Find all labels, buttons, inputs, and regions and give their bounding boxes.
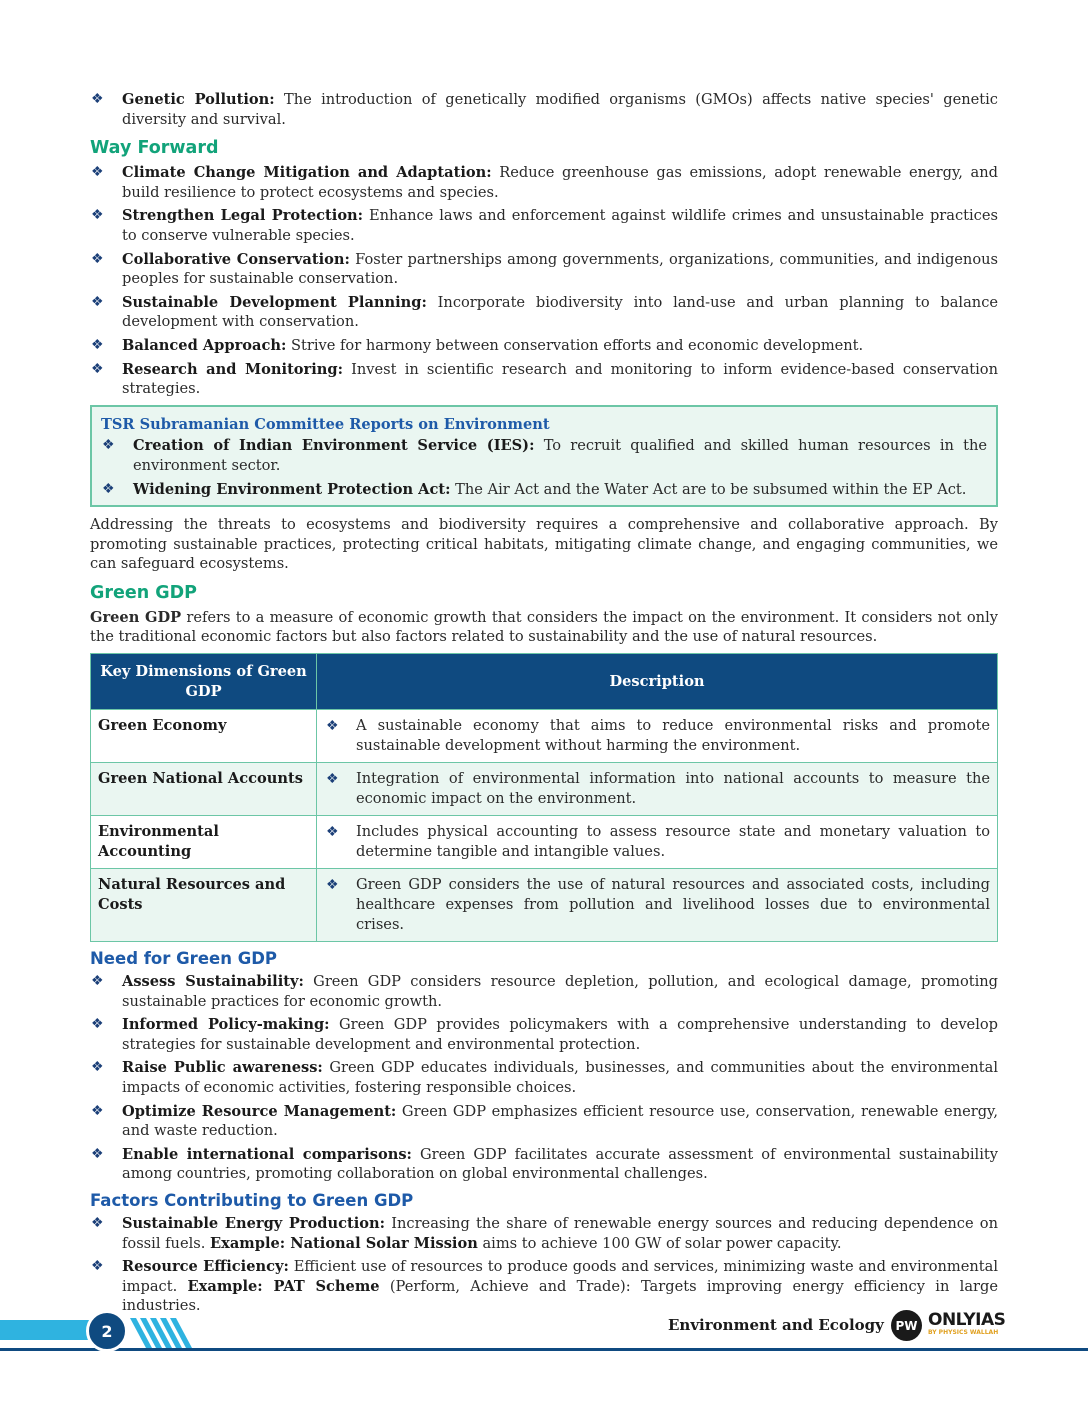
diamond-bullet-icon: ❖ (91, 1102, 104, 1119)
diamond-bullet-icon: ❖ (102, 437, 115, 454)
cell-text: A sustainable economy that aims to reduce environmental risks and promote sustainable development without harming the environment. (356, 717, 990, 755)
table-cell-dimension: Natural Resources and Costs (91, 869, 317, 942)
list-item (90, 360, 998, 399)
diamond-bullet-icon: ❖ (91, 1016, 104, 1033)
bullet-term: Genetic Pollution: (122, 91, 275, 108)
table-header-row (91, 654, 998, 710)
list-item (90, 336, 998, 356)
bullet-term: Informed Policy-making: (122, 1016, 330, 1034)
diamond-bullet-icon: ❖ (91, 91, 104, 107)
section-heading-green-gdp: Green GDP (90, 582, 197, 603)
table-cell-description (317, 869, 998, 942)
list-item (90, 206, 998, 245)
footer-stripe (0, 1320, 100, 1340)
list-item (90, 1214, 998, 1253)
pw-logo-icon: PW (891, 1310, 922, 1341)
diamond-bullet-icon: ❖ (326, 771, 339, 788)
bullet-text: Incorporate biodiversity into land-use and urban planning to balance development with conservation. (122, 293, 999, 331)
table-row (91, 763, 998, 816)
onlyias-logo (928, 1311, 1005, 1337)
addressing-paragraph: Addressing the threats to ecosystems and biodiversity requires a comprehensive and collaborative approach. By promoting sustainable practices, protecting critical habitats, mitigating climate change, and engaging communities, we can safeguard ecosystems. (90, 516, 998, 573)
diamond-bullet-icon: ❖ (91, 293, 104, 310)
intro-text: refers to a measure of economic growth that considers the impact on the environment. It considers not only the traditional economic factors but also factors related to sustainability and the use of natural resources. (90, 608, 998, 646)
bullet-term: Assess Sustainability: (122, 973, 304, 991)
list-item (90, 293, 998, 332)
brand-main: ONLYIAS (928, 1310, 1006, 1330)
brand-sub: BY PHYSICS WALLAH (928, 1329, 999, 1336)
bullet-term: Widening Environment Protection Act: (133, 480, 451, 498)
bullet-text: The introduction of genetically modified organisms (GMOs) affects native species' genetic diversity and survival. (122, 91, 998, 128)
bullet-term: Creation of Indian Environment Service (IES): (133, 437, 535, 455)
diamond-bullet-icon: ❖ (91, 360, 104, 377)
page-content (90, 90, 998, 1320)
green-gdp-intro (90, 608, 998, 647)
bullet-text: The Air Act and the Water Act are to be subsumed within the EP Act. (450, 480, 967, 498)
list-item (90, 1015, 998, 1054)
list-item (90, 1145, 998, 1184)
footer-slashes-decoration (130, 1318, 200, 1348)
footer-title: Environment and Ecology (668, 1316, 884, 1334)
bullet-text: Green GDP considers resource depletion, pollution, and ecological damage, promoting sustainable practices for economic growth. (122, 973, 998, 1010)
bullet-text: Strive for harmony between conservation efforts and economic development. (286, 336, 864, 354)
diamond-bullet-icon: ❖ (326, 877, 339, 894)
example-text: aims to achieve 100 GW of solar power capacity. (477, 1234, 842, 1252)
bullet-term: Strengthen Legal Protection: (122, 207, 364, 225)
bullet-text: Green GDP emphasizes efficient resource use, conservation, renewable energy, and waste reduction. (122, 1102, 998, 1140)
bullet-term: Research and Monitoring: (122, 360, 343, 378)
list-item (90, 1257, 998, 1316)
diamond-bullet-icon: ❖ (326, 824, 339, 841)
table-cell-dimension: Green National Accounts (91, 763, 317, 816)
list-item (90, 1058, 998, 1097)
column-header-description: Description (317, 654, 998, 710)
section-heading-way-forward: Way Forward (90, 138, 219, 159)
bullet-text: Green GDP educates individuals, businesses, and communities about the environmental impacts of economic activities, fostering responsible choices. (122, 1059, 998, 1097)
cell-text: Includes physical accounting to assess resource state and monetary valuation to determine tangible and intangible values. (356, 823, 990, 861)
bullet-text: Efficient use of resources to produce goods and services, minimizing waste and environmental impact. (122, 1258, 998, 1295)
list-item (90, 1102, 998, 1141)
bullet-term: Enable international comparisons: (122, 1145, 412, 1163)
bullet-term: Sustainable Energy Production: (122, 1215, 386, 1232)
column-header-dimensions: Key Dimensions of Green GDP (91, 654, 317, 710)
bullet-term: Collaborative Conservation: (122, 250, 350, 268)
bullet-text: Enhance laws and enforcement against wildlife crimes and unsustainable practices to conserve vulnerable species. (122, 207, 998, 244)
table-row (91, 869, 998, 942)
list-item (90, 163, 998, 202)
table-cell-description (317, 816, 998, 869)
table-row (91, 816, 998, 869)
table-row (91, 710, 998, 763)
diamond-bullet-icon: ❖ (91, 250, 104, 267)
bullet-term: Balanced Approach: (122, 336, 287, 354)
diamond-bullet-icon: ❖ (102, 480, 115, 497)
cell-text: Green GDP considers the use of natural resources and associated costs, including healthcare expenses from pollution and livelihood losses due to environmental crises. (356, 876, 990, 934)
example-label: Example: National Solar Mission (210, 1234, 478, 1252)
diamond-bullet-icon: ❖ (91, 973, 104, 990)
diamond-bullet-icon: ❖ (91, 207, 104, 224)
bullet-text: Foster partnerships among governments, organizations, communities, and indigenous peoples for sustainable conservation. (122, 250, 998, 288)
bullet-term: Resource Efficiency: (122, 1258, 289, 1276)
green-gdp-table (90, 653, 998, 942)
table-cell-description (317, 710, 998, 763)
list-item (90, 972, 998, 1011)
diamond-bullet-icon: ❖ (91, 1059, 104, 1076)
table-cell-description (317, 763, 998, 816)
diamond-bullet-icon: ❖ (326, 718, 339, 735)
diamond-bullet-icon: ❖ (91, 336, 104, 353)
intro-term: Green GDP (90, 608, 182, 626)
bullet-text: Green GDP facilitates accurate assessment of environmental sustainability among countries, promoting collaboration on global environmental challenges. (122, 1145, 998, 1183)
box-title: TSR Subramanian Committee Reports on Environment (101, 415, 550, 433)
diamond-bullet-icon: ❖ (91, 1215, 104, 1231)
diamond-bullet-icon: ❖ (91, 1258, 104, 1275)
footer-rule (0, 1348, 1088, 1351)
table-cell-dimension: Green Economy (91, 710, 317, 763)
bullet-term: Optimize Resource Management: (122, 1102, 397, 1120)
table-cell-dimension: Environmental Accounting (91, 816, 317, 869)
page-number: 2 (86, 1310, 128, 1352)
bullet-term: Sustainable Development Planning: (122, 293, 427, 311)
bullet-text: Increasing the share of renewable energy sources and reducing dependence on fossil fuels. (122, 1215, 998, 1252)
cell-text: Integration of environmental information into national accounts to measure the economic impact on the environment. (356, 770, 990, 808)
bullet-text: To recruit qualified and skilled human resources in the environment sector. (133, 437, 987, 474)
list-item (101, 436, 987, 475)
example-label: Example: PAT Scheme (187, 1277, 380, 1295)
bullet-term: Climate Change Mitigation and Adaptation: (122, 164, 492, 182)
section-heading-factors-green-gdp: Factors Contributing to Green GDP (90, 1191, 414, 1210)
bullet-text: Reduce greenhouse gas emissions, adopt renewable energy, and build resilience to protect ecosystems and species. (122, 164, 998, 201)
section-heading-need-green-gdp: Need for Green GDP (90, 949, 278, 969)
diamond-bullet-icon: ❖ (91, 1145, 104, 1162)
example-text: (Perform, Achieve and Trade): Targets improving energy efficiency in large industries. (122, 1277, 998, 1315)
list-item (90, 90, 998, 129)
bullet-text: Green GDP provides policymakers with a comprehensive understanding to develop strategies for sustainable development and environmental protection. (122, 1016, 998, 1053)
bullet-term: Raise Public awareness: (122, 1059, 323, 1077)
bullet-text: Invest in scientific research and monitoring to inform evidence-based conservation strategies. (122, 360, 998, 398)
list-item (101, 480, 987, 500)
list-item (90, 250, 998, 289)
diamond-bullet-icon: ❖ (91, 164, 104, 181)
tsr-committee-box (90, 405, 998, 507)
